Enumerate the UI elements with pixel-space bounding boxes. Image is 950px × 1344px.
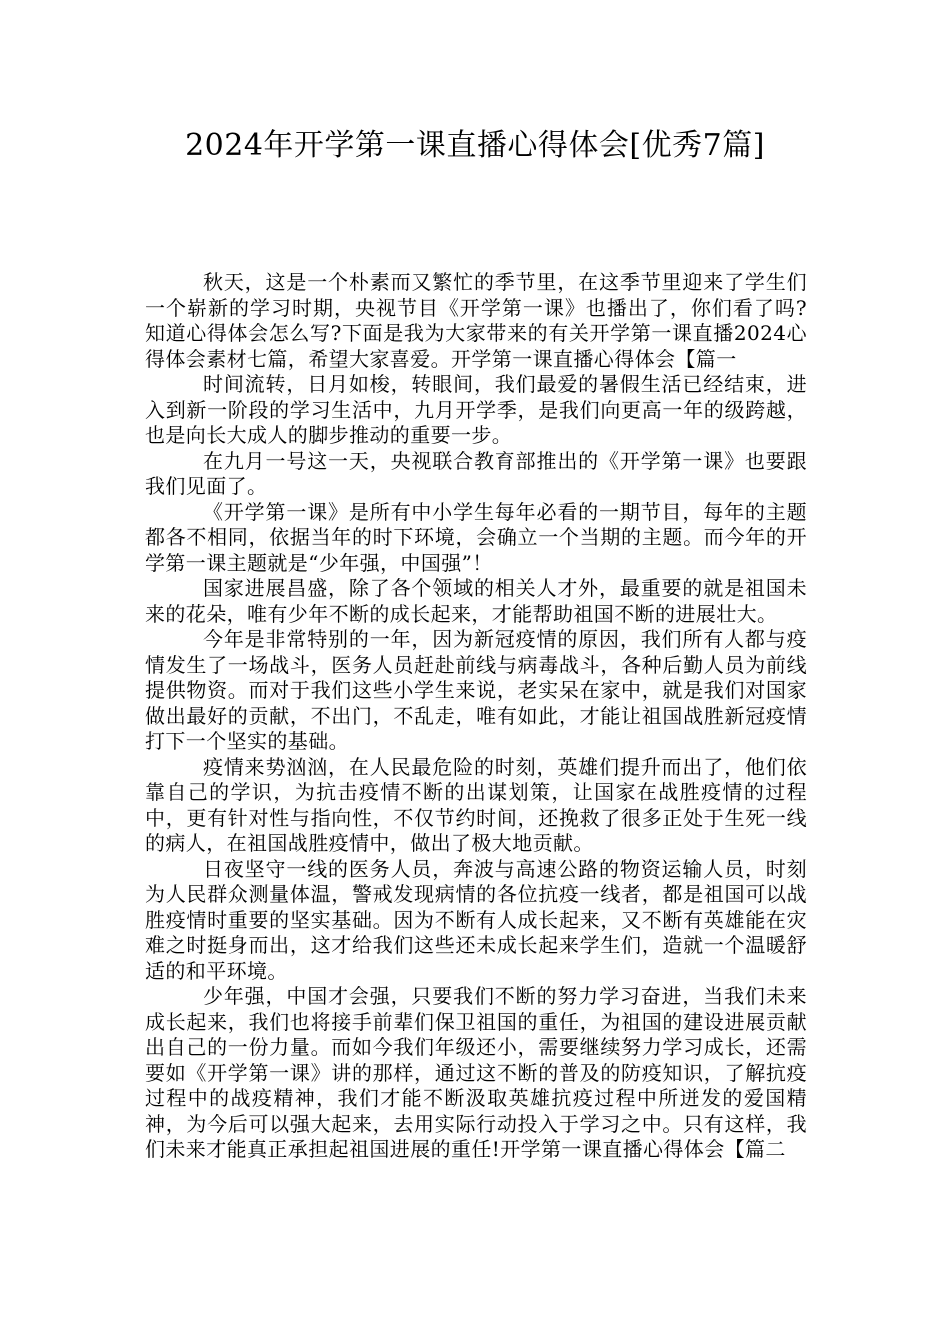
paragraph-2: 时间流转，日月如梭，转眼间，我们最爱的暑假生活已经结束，进入到新一阶段的学习生活中，九月开学季，是我们向更高一年的级跨越，也是向长大成人的脚步推动的重要一步。 [145, 372, 807, 447]
paragraph-9: 少年强，中国才会强，只要我们不断的努力学习奋进，当我们未来成长起来，我们也将接手前辈们保卫祖国的重任，为祖国的建设进展贡献出自己的一份力量。而如今我们年级还小，需要继续努力学习成长，还需要如《开学第一课》讲的那样，通过这不断的普及的防疫知识，了解抗疫过程中的战疫精神，我们才能不断汲取英雄抗疫过程中所迸发的爱国精神，为今后可以强大起来，去用实际行动投入于学习之中。只有这样，我们未来才能真正承担起祖国进展的重任!开学第一课直播心得体会【篇二 [145, 984, 807, 1161]
paragraph-5: 国家进展昌盛，除了各个领域的相关人才外，最重要的就是祖国未来的花朵，唯有少年不断的成长起来，才能帮助祖国不断的进展壮大。 [145, 576, 807, 626]
paragraph-7: 疫情来势汹汹，在人民最危险的时刻，英雄们提升而出了，他们依靠自己的学识，为抗击疫情不断的出谋划策，让国家在战胜疫情的过程中，更有针对性与指向性，不仅节约时间，还挽救了很多正处于生死一线的病人，在祖国战胜疫情中，做出了极大地贡献。 [145, 754, 807, 855]
paragraph-6: 今年是非常特别的一年，因为新冠疫情的原因，我们所有人都与疫情发生了一场战斗，医务人员赶赴前线与病毒战斗，各种后勤人员为前线提供物资。而对于我们这些小学生来说，老实呆在家中，就是我们对国家做出最好的贡献，不出门，不乱走，唯有如此，才能让祖国战胜新冠疫情打下一个坚实的基础。 [145, 627, 807, 753]
paragraph-8: 日夜坚守一线的医务人员，奔波与高速公路的物资运输人员，时刻为人民群众测量体温，警戒发现病情的各位抗疫一线者，都是祖国可以战胜疫情时重要的坚实基础。因为不断有人成长起来，又不断有英雄能在灾难之时挺身而出，这才给我们这些还未成长起来学生们，造就一个温暖舒适的和平环境。 [145, 856, 807, 983]
paragraph-4: 《开学第一课》是所有中小学生每年必看的一期节目，每年的主题都各不相同，依据当年的时下环境，会确立一个当期的主题。而今年的开学第一课主题就是“少年强，中国强”！ [145, 499, 807, 575]
document-title: 2024年开学第一课直播心得体会[优秀7篇] [185, 128, 765, 163]
document-body [145, 270, 807, 1163]
paragraph-1: 秋天，这是一个朴素而又繁忙的季节里，在这季节里迎来了学生们一个崭新的学习时期，央视节目《开学第一课》也播出了，你们看了吗?知道心得体会怎么写?下面是我为大家带来的有关开学第一课直播2024心得体会素材七篇，希望大家喜爱。开学第一课直播心得体会【篇一 [145, 270, 807, 371]
paragraph-3: 在九月一号这一天，央视联合教育部推出的《开学第一课》也要跟我们见面了。 [145, 448, 807, 498]
